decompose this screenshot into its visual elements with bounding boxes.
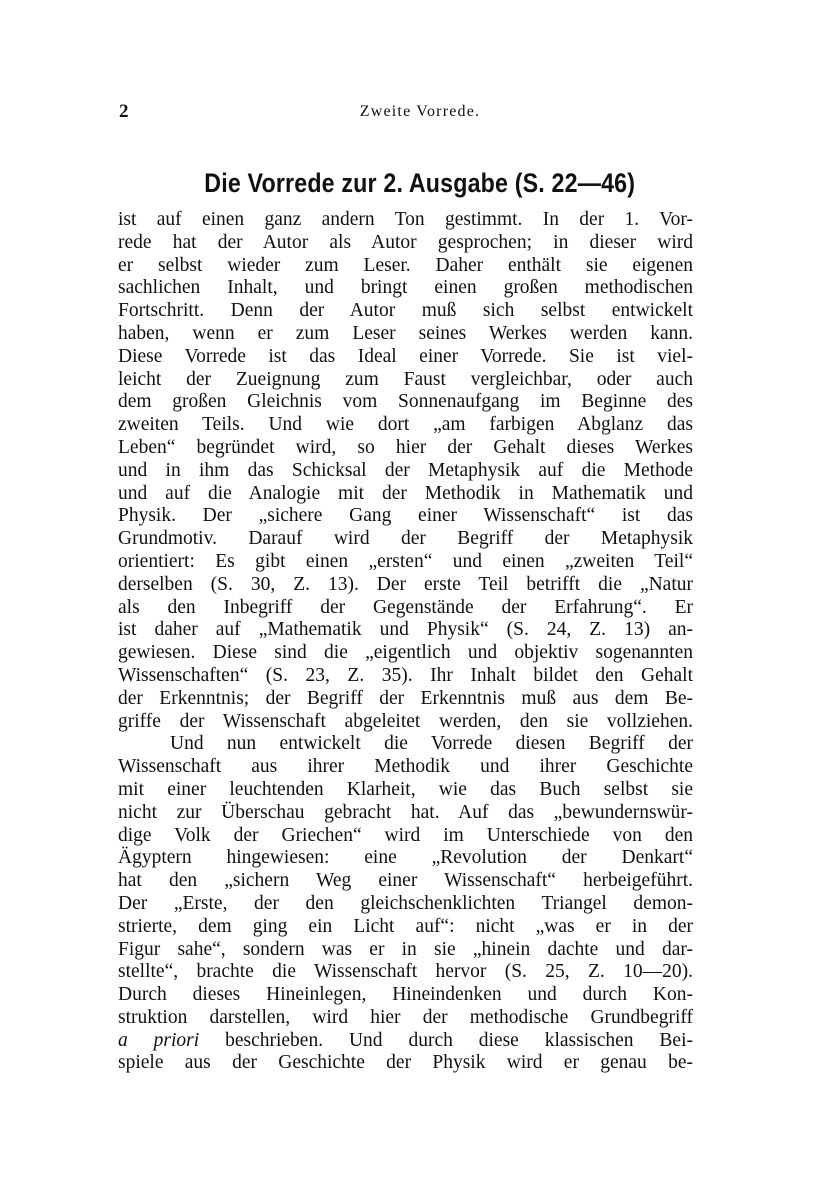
text-line: leicht der Zueignung zum Faust vergleichbar, oder auch [118,368,693,390]
text-line: dige Volk der Griechen“ wird im Unterschiede von den [118,824,693,846]
text-line: und in ihm das Schicksal der Metaphysik auf die Methode [118,459,693,481]
text-line: er selbst wieder zum Leser. Daher enthält sie eigenen [118,254,693,276]
text-line: struktion darstellen, wird hier der methodische Grundbegriff [118,1006,693,1028]
page-number: 2 [119,101,129,122]
text-line: ist auf einen ganz andern Ton gestimmt. In der 1. Vor- [118,209,693,230]
italic-term: a priori [118,1029,200,1051]
text-line: griffe der Wissenschaft abgeleitet werden, den sie vollziehen. [118,710,693,732]
text-line: strierte, dem ging ein Licht auf“: nicht „was er in der [118,915,693,937]
text-line: und auf die Analogie mit der Methodik in Mathematik und [118,482,693,504]
text-line: Wissenschaften“ (S. 23, Z. 35). Ihr Inhalt bildet den Gehalt [118,664,693,686]
text-line: haben, wenn er zum Leser seines Werkes werden kann. [118,322,693,344]
paragraph-start-line: Und nun entwickelt die Vorrede diesen Begriff der [170,733,693,755]
text-line: Durch dieses Hineinlegen, Hineindenken und durch Kon- [118,984,693,1006]
text-line: gewiesen. Diese sind die „eigentlich und objektiv sogenannten [118,642,693,664]
text-line: Fortschritt. Denn der Autor muß sich selbst entwickelt [118,300,693,322]
text-line: als den Inbegriff der Gegenstände der Erfahrung“. Er [118,596,693,618]
text-line: sachlichen Inhalt, und bringt einen großen methodischen [118,277,693,299]
text-line: hat den „sichern Weg einer Wissenschaft“ herbeigeführt. [118,870,693,892]
text-line: Physik. Der „sichere Gang einer Wissenschaft“ ist das [118,505,693,527]
text-line: Diese Vorrede ist das Ideal einer Vorrede. Sie ist viel- [118,345,693,367]
text-line: Grundmotiv. Darauf wird der Begriff der Metaphysik [118,528,693,550]
text-line: orientiert: Es gibt einen „ersten“ und einen „zweiten Teil“ [118,550,693,572]
text-line: Wissenschaft aus ihrer Methodik und ihrer Geschichte [118,756,693,778]
text-line: derselben (S. 30, Z. 13). Der erste Teil betrifft die „Natur [118,573,693,595]
text-line: stellte“, brachte die Wissenschaft hervor (S. 25, Z. 10—20). [118,961,693,983]
text-line: zweiten Teils. Und wie dort „am farbigen Abglanz das [118,414,693,436]
body-text [118,209,693,1075]
text-line: ist daher auf „Mathematik und Physik“ (S. 24, Z. 13) an- [118,619,693,641]
text-line: a priori beschrieben. Und durch diese klassischen Bei- [118,1029,694,1051]
text-line: rede hat der Autor als Autor gesprochen; in dieser wird [118,231,693,253]
text-line: Figur sahe“, sondern was er in sie „hinein dachte und dar- [118,938,693,960]
section-heading: Die Vorrede zur 2. Ausgabe (S. 22—46) [204,168,636,198]
text-line: Ägyptern hingewiesen: eine „Revolution der Denkart“ [118,847,693,869]
text-line: spiele aus der Geschichte der Physik wird er genau be- [118,1052,693,1074]
text-line: der Erkenntnis; der Begriff der Erkenntnis muß aus dem Be- [118,687,693,709]
running-head: Zweite Vorrede. [359,103,481,120]
text-line: mit einer leuchtenden Klarheit, wie das Buch selbst sie [118,778,693,800]
text-line: dem großen Gleichnis vom Sonnenaufgang im Beginne des [118,391,693,413]
text-line: Der „Erste, der den gleichschenklichten Triangel demon- [118,892,693,914]
text-line: nicht zur Überschau gebracht hat. Auf das „bewundernswür- [118,801,693,823]
text-line: Leben“ begründet wird, so hier der Gehalt dieses Werkes [118,436,693,458]
